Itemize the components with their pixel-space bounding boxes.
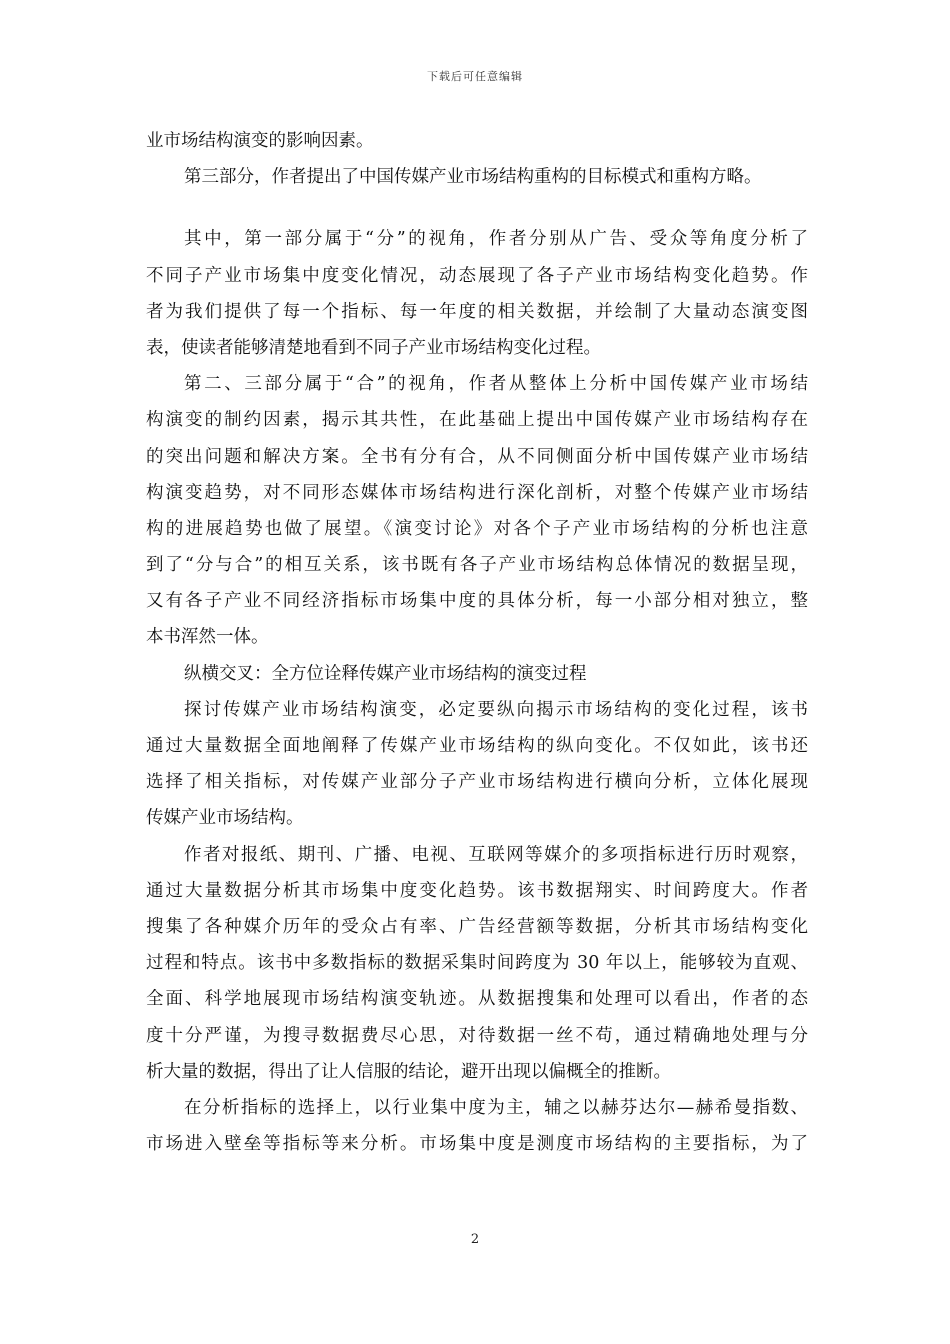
text-line: 者为我们提供了每一个指标、每一年度的相关数据，并绘制了大量动态演变图 [146, 301, 808, 322]
text-line: 传媒产业市场结构。 [146, 808, 304, 829]
text-line: 构的进展趋势也做了展望。《演变讨论》对各个子产业市场结构的分析也注意 [146, 518, 808, 539]
text-line: 其中，第一部分属于“分”的视角，作者分别从广告、受众等角度分析了 [184, 229, 808, 250]
text-line: 探讨传媒产业市场结构演变，必定要纵向揭示市场结构的变化过程，该书 [184, 699, 808, 720]
page-number: 2 [470, 1232, 480, 1247]
text-line: 构演变的制约因素，揭示其共性，在此基础上提出中国传媒产业市场结构存在 [146, 410, 808, 431]
text-line: 表，使读者能够清楚地看到不同子产业市场结构变化过程。 [146, 337, 601, 358]
text-line: 度十分严谨，为搜寻数据费尽心思，对待数据一丝不苟，通过精确地处理与分 [146, 1025, 808, 1046]
text-line: 析大量的数据，得出了让人信服的结论，避开出现以偏概全的推断。 [146, 1061, 671, 1082]
text-line: 的突出问题和解决方案。全书有分有合，从不同侧面分析中国传媒产业市场结 [146, 446, 808, 467]
text-line: 本书浑然一体。 [146, 627, 269, 648]
text-line: 通过大量数据分析其市场集中度变化趋势。该书数据翔实、时间跨度大。作者 [146, 880, 808, 901]
page-header: 下载后可任意编辑 [427, 70, 523, 83]
text-line: 业市场结构演变的影响因素。 [146, 131, 374, 151]
text-line: 在分析指标的选择上，以行业集中度为主，辅之以赫芬达尔—赫希曼指数、 [184, 1097, 808, 1118]
text-line: 市场进入壁垒等指标等来分析。市场集中度是测度市场结构的主要指标，为了 [146, 1134, 808, 1155]
paragraph-gap [146, 195, 808, 221]
text-line: 搜集了各种媒介历年的受众占有率、广告经营额等数据，分析其市场结构变化 [146, 916, 808, 937]
text-line: 第二、三部分属于“合”的视角，作者从整体上分析中国传媒产业市场结 [184, 374, 808, 395]
section-heading: 纵横交叉：全方位诠释传媒产业市场结构的演变过程 [184, 663, 587, 684]
text-line: 到了“分与合”的相互关系，该书既有各子产业市场结构总体情况的数据呈现， [146, 555, 808, 576]
text-line: 通过大量数据全面地阐释了传媒产业市场结构的纵向变化。不仅如此，该书还 [146, 736, 808, 756]
text-line: 又有各子产业不同经济指标市场集中度的具体分析，每一小部分相对独立，整 [146, 591, 808, 612]
text-line: 不同子产业市场集中度变化情况，动态展现了各子产业市场结构变化趋势。作 [146, 265, 808, 286]
text-line: 作者对报纸、期刊、广播、电视、互联网等媒介的多项指标进行历时观察， [184, 844, 808, 865]
text-line: 第三部分，作者提出了中国传媒产业市场结构重构的目标模式和重构方略。 [184, 167, 762, 188]
document-body [146, 123, 808, 1162]
text-line: 选择了相关指标，对传媒产业部分子产业市场结构进行横向分析，立体化展现 [146, 772, 808, 793]
text-line: 全面、科学地展现市场结构演变轨迹。从数据搜集和处理可以看出，作者的态 [146, 989, 808, 1010]
text-line: 构演变趋势，对不同形态媒体市场结构进行深化剖析，对整个传媒产业市场结 [146, 482, 808, 503]
text-line: 过程和特点。该书中多数指标的数据采集时间跨度为 30 年以上，能够较为直观、 [146, 953, 808, 974]
